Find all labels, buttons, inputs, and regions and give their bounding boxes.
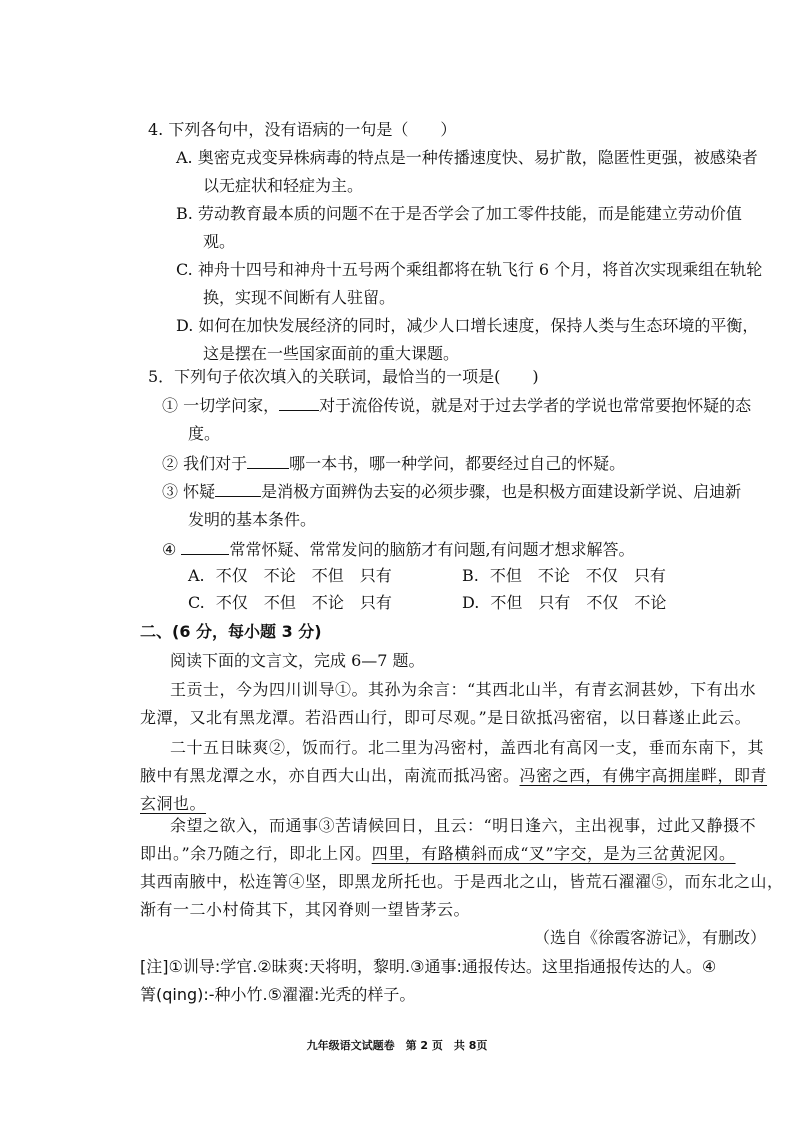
q5-sentence-3-cont: 发明的基本条件。 [188, 510, 317, 529]
q5-choice-d: D. 不但 只有 不仅 不论 [462, 593, 667, 612]
q5-choice-c: C. 不仅 不但 不论 只有 [188, 593, 392, 612]
q5-s1-post: 对于流俗传说，就是对于过去学者的学说也常常要抱怀疑的态 [319, 396, 752, 415]
q5-choice-a: A. 不仅 不论 不但 只有 [188, 566, 392, 585]
q5-sentence-1-cont: 度。 [188, 424, 221, 443]
q4-option-c: C. 神舟十四号和神舟十五号两个乘组都将在轨飞行 6 个月，将首次实现乘组在轨轮 [176, 260, 763, 279]
q4-option-a-cont: 以无症状和轻症为主。 [203, 176, 364, 195]
q5-sentence-4 [162, 536, 635, 563]
q5-s3-pre: ③ 怀疑 [162, 482, 216, 501]
passage-underlined-sentence-1-end: 玄洞也。 [140, 794, 207, 813]
q4-option-a: A. 奥密克戎变异株病毒的特点是一种传播速度快、易扩散，隐匿性更强，被感染者 [176, 148, 758, 167]
passage-p1-line1: 王贡士，今为四川训导①。其孙为余言：“其西北山半，有青玄洞甚妙，下有出水 [170, 680, 757, 699]
q5-sentence-3 [162, 478, 741, 505]
annotation-line1: [注]①训导:学官.②昧爽:天将明，黎明.③通事:通报传达。这里指通报传达的人。④ [140, 957, 717, 976]
q4-option-b-cont: 观。 [203, 232, 236, 251]
q5-sentence-1 [162, 392, 751, 419]
passage-underlined-sentence-1: 冯密之西，有佛宇高拥崖畔，即青 [519, 766, 768, 785]
q5-s4-post: 常常怀疑、常常发问的脑筋才有问题,有问题才想求解答。 [229, 540, 635, 559]
passage-source: （选自《徐霞客游记》，有删改） [533, 928, 766, 947]
passage-p3-line4: 渐有一二小村倚其下，其冈脊则一望皆茅云。 [140, 900, 471, 919]
passage-underlined-sentence-2: 四里，有路横斜而成“叉”字交，是为三岔黄泥冈。 [371, 844, 736, 863]
q5-s3-post: 是消极方面辨伪去妄的必须步骤，也是积极方面建设新学说、启迪新 [261, 482, 742, 501]
annotation-line2: 箐(qing):-种小竹.⑤濯濯:光秃的样子。 [140, 985, 416, 1004]
q5-s2-pre: ② 我们对于 [162, 454, 248, 473]
passage-p3-line1: 余望之欲入，而通事③苦请候回日，且云：“明日逢六，主出视事，过此又静摄不 [170, 816, 757, 835]
q5-s2-post: 哪一本书，哪一种学问，都要经过自己的怀疑。 [289, 454, 626, 473]
passage-p1-line2: 龙潭，又北有黑龙潭。若沿西山行，即可尽观。”是日欲抵冯密宿，以日暮遂止此云。 [140, 708, 752, 727]
q4-option-b: B. 劳动教育最本质的问题不在于是否学会了加工零件技能，而是能建立劳动价值 [176, 204, 742, 223]
passage-p3-line2 [140, 840, 736, 867]
q5-blank-3 [215, 478, 261, 497]
section-2-instruction: 阅读下面的文言文，完成 6—7 题。 [170, 651, 425, 670]
passage-p2-line2-plain: 腋中有黑龙潭之水，亦自西大山出，南流而抵冯密。 [140, 766, 520, 785]
page-footer: 九年级语文试题卷 第 2 页 共 8页 [306, 1039, 488, 1052]
q5-blank-1 [279, 392, 319, 411]
section-2-title: 二、(6 分，每小题 3 分) [140, 622, 322, 641]
q5-blank-4 [181, 536, 229, 555]
passage-p3-line3: 其西南腋中，松连箐④坚，即黑龙所托也。于是西北之山，皆荒石濯濯⑤，而东北之山， [140, 872, 784, 891]
passage-p3-line2-plain: 即出。”余乃随之行，即北上冈。 [140, 844, 372, 863]
passage-p2-line2 [140, 762, 767, 789]
q4-option-c-cont: 换，实现不间断有人驻留。 [203, 288, 396, 307]
q5-choice-b: B. 不但 不论 不仅 只有 [462, 566, 666, 585]
q5-s1-pre: ① 一切学问家， [162, 396, 280, 415]
passage-p2-line1: 二十五日昧爽②，饭而行。北二里为冯密村，盖西北有高冈一支，垂而东南下，其 [170, 738, 765, 757]
q4-stem: 4. 下列各句中，没有语病的一句是（ ） [148, 120, 457, 139]
q4-option-d: D. 如何在加快发展经济的同时，减少人口增长速度，保持人类与生态环境的平衡， [176, 316, 759, 335]
q5-s4-pre: ④ [162, 540, 182, 559]
q5-sentence-2 [162, 450, 625, 477]
q5-stem: 5．下列句子依次填入的关联词，最恰当的一项是( ) [148, 367, 539, 386]
q5-blank-2 [247, 450, 289, 469]
q4-option-d-cont: 这是摆在一些国家面前的重大课题。 [203, 344, 460, 363]
